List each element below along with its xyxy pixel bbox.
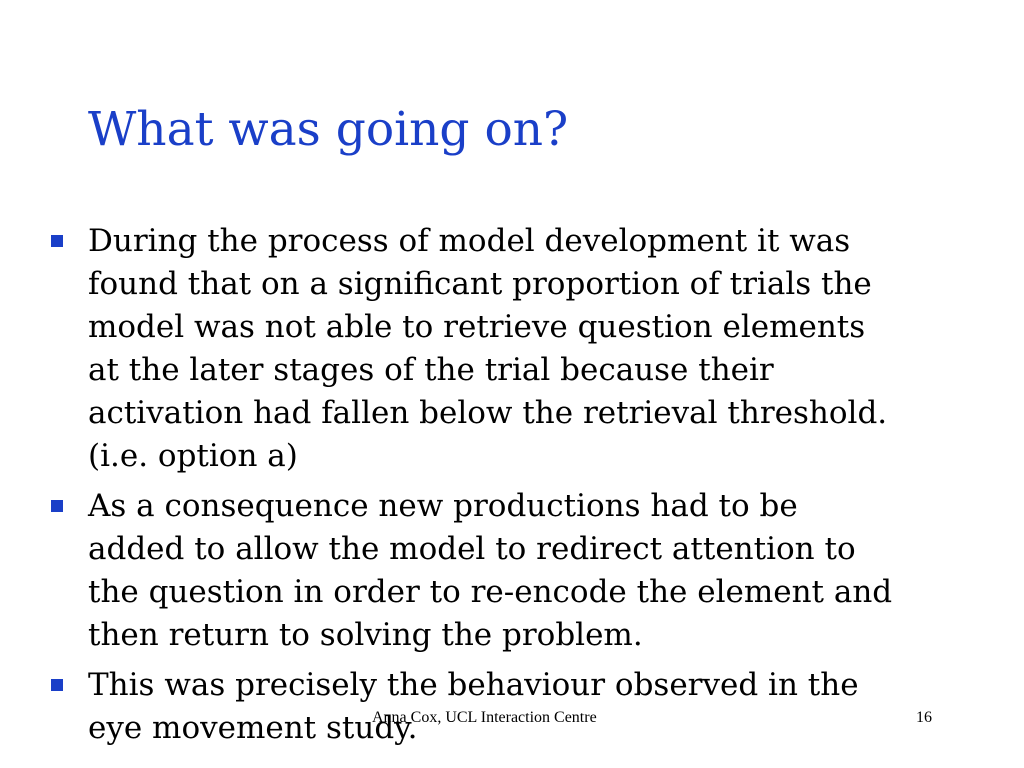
- square-bullet-icon: [51, 500, 63, 512]
- bullet-list: [0, 220, 1024, 757]
- slide-title: What was going on?: [88, 102, 569, 157]
- bullet-text: [88, 485, 988, 657]
- bullet-line: eye movement study.: [88, 710, 418, 746]
- bullet-text: [88, 664, 988, 750]
- bullet-line: then return to solving the problem.: [88, 617, 643, 653]
- bullet-item: [0, 485, 1024, 657]
- bullet-line: added to allow the model to redirect attention to: [88, 531, 856, 567]
- square-bullet-icon: [51, 679, 63, 691]
- bullet-line: at the later stages of the trial because their: [88, 352, 774, 388]
- footer-author: Anna Cox, UCL Interaction Centre: [372, 709, 597, 726]
- bullet-text: [88, 220, 988, 478]
- page-number: 16: [916, 709, 932, 726]
- bullet-line: (i.e. option a): [88, 438, 298, 474]
- bullet-line: As a consequence new productions had to be: [88, 488, 798, 524]
- square-bullet-icon: [51, 235, 63, 247]
- bullet-line: the question in order to re-encode the element and: [88, 574, 893, 610]
- bullet-item: [0, 664, 1024, 750]
- bullet-item: [0, 220, 1024, 478]
- bullet-line: During the process of model development it was: [88, 223, 851, 259]
- bullet-line: activation had fallen below the retrieval threshold.: [88, 395, 888, 431]
- bullet-line: This was precisely the behaviour observed in the: [88, 667, 859, 703]
- bullet-line: found that on a significant proportion of trials the: [88, 266, 872, 302]
- bullet-line: model was not able to retrieve question elements: [88, 309, 866, 345]
